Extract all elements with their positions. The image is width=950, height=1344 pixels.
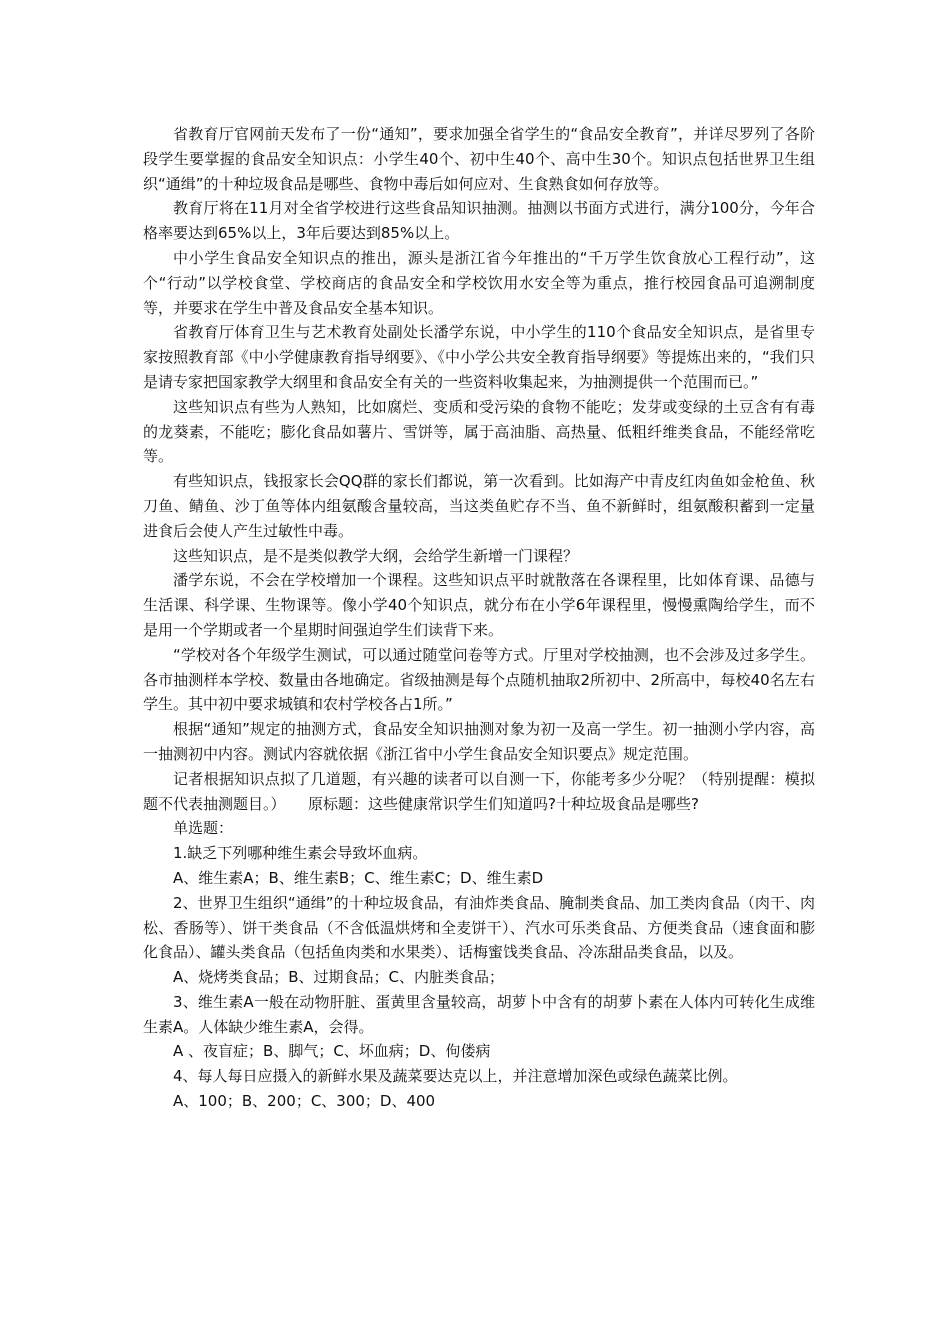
quiz-options-4: A、100；B、200；C、300；D、400	[173, 1092, 436, 1111]
paragraph-notice-intro: 省教育厅官网前天发布了一份“通知”，要求加强全省学生的“食品安全教育”，并详尽罗列了各阶段学生要掌握的食品安全知识点：小学生40个、初中生40个、高中生30个。知识点包括世界卫生组织“通缉”的十种垃圾食品是哪些、食物中毒后如何应对、生食熟食如何存放等。	[143, 125, 815, 193]
quiz-question-1: 1.缺乏下列哪种维生素会导致坏血病。	[173, 844, 428, 863]
paragraph-test-plan: 教育厅将在11月对全省学校进行这些食品知识抽测。抽测以书面方式进行，满分100分，今年合格率要达到65%以上，3年后要达到85%以上。	[143, 199, 815, 243]
paragraph-known-points: 这些知识点有些为人熟知，比如腐烂、变质和受污染的食物不能吃；发芽或变绿的土豆含有有毒的龙葵素，不能吃；膨化食品如薯片、雪饼等，属于高油脂、高热量、低粗纤维类食品，不能经常吃等。	[143, 397, 815, 466]
paragraph-official-quote: 省教育厅体育卫生与艺术教育处副处长潘学东说，中小学生的110个食品安全知识点，是省里专家按照教育部《中小学健康教育指导纲要》、《中小学公共安全教育指导纲要》等提炼出来的，“我们只是请专家把国家教学大纲里和食品安全有关的一些资料收集起来，为抽测提供一个范围而已。”	[143, 323, 815, 391]
paragraph-quiz-intro: 记者根据知识点拟了几道题，有兴趣的读者可以自测一下，你能考多少分呢？（特别提醒：模拟题不代表抽测题目。） 原标题：这些健康常识学生们知道吗?十种垃圾食品是哪些?	[143, 769, 815, 813]
quiz-options-2: A、烧烤类食品；B、过期食品；C、内脏类食品；	[173, 968, 505, 987]
quiz-options-1: A、维生素A；B、维生素B；C、维生素C；D、维生素D	[173, 868, 544, 887]
quiz-question-3: 3、维生素A一般在动物肝脏、蛋黄里含量较高，胡萝卜中含有的胡萝卜素在人体内可转化生成维生素A。人体缺少维生素A，会得。	[143, 992, 815, 1036]
paragraph-test-scope: 根据“通知”规定的抽测方式，食品安全知识抽测对象为初一及高一学生。初一抽测小学内容，高一抽测初中内容。测试内容就依据《浙江省中小学生食品安全知识要点》规定范围。	[143, 720, 815, 763]
quiz-heading: 单选题：	[173, 819, 234, 838]
quiz-question-4: 4、每人每日应摄入的新鲜水果及蔬菜要达克以上，并注意增加深色或绿色蔬菜比例。	[173, 1067, 738, 1086]
paragraph-question: 这些知识点，是不是类似教学大纲，会给学生新增一门课程？	[173, 546, 579, 565]
paragraph-program-origin: 中小学生食品安全知识点的推出，源头是浙江省今年推出的“千万学生饮食放心工程行动”，这个“行动”以学校食堂、学校商店的食品安全和学校饮用水安全等为重点，推行校园食品可追溯制度等，并要求在学生中普及食品安全基本知识。	[143, 248, 815, 317]
document-body	[143, 122, 815, 1114]
paragraph-new-points: 有些知识点，钱报家长会QQ群的家长们都说，第一次看到。比如海产中青皮红肉鱼如金枪鱼、秋刀鱼、鲭鱼、沙丁鱼等体内组氨酸含量较高，当这类鱼贮存不当、鱼不新鲜时，组氨酸积蓄到一定量进食后会使人产生过敏性中毒。	[143, 472, 815, 540]
paragraph-answer: 潘学东说，不会在学校增加一个课程。这些知识点平时就散落在各课程里，比如体育课、品德与生活课、科学课、生物课等。像小学40个知识点，就分布在小学6年课程里，慢慢熏陶给学生，而不是用一个学期或者一个星期时间强迫学生们读背下来。	[143, 571, 815, 639]
quiz-question-2: 2、世界卫生组织“通缉”的十种垃圾食品，有油炸类食品、腌制类食品、加工类肉食品（肉干、肉松、香肠等）、饼干类食品（不含低温烘烤和全麦饼干）、汽水可乐类食品、方便类食品（速食面和膨化食品）、罐头类食品（包括鱼肉类和水果类）、话梅蜜饯类食品、冷冻甜品类食品，以及。	[143, 893, 815, 962]
paragraph-sampling: “学校对各个年级学生测试，可以通过随堂问卷等方式。厅里对学校抽测，也不会涉及过多学生。各市抽测样本学校、数量由各地确定。省级抽测是每个点随机抽取2所初中、2所高中，每校40名左右学生。其中初中要求城镇和农村学校各占1所。”	[143, 645, 815, 714]
quiz-options-3: A 、夜盲症；B、脚气；C、坏血病；D、佝偻病	[173, 1042, 491, 1061]
